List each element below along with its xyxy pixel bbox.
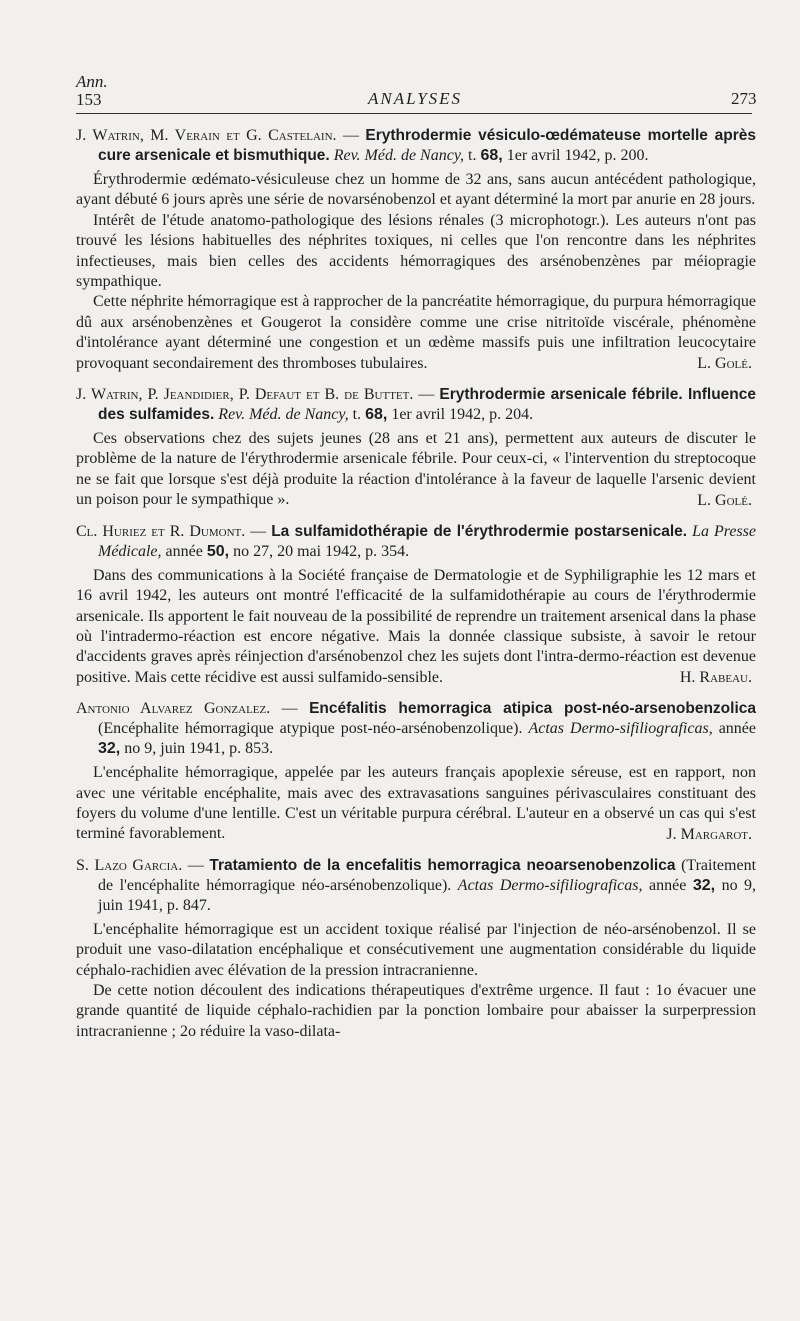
running-header [0, 0, 800, 120]
journal-volume: 68, [480, 147, 503, 164]
citation: S. Lazo Garcia. — Tratamiento de la encefalitis hemorragica neoarsenobenzolica (Traitement de l'encéphalite hémorragique néo-arsénobenzolique). Actas Dermo-sifiliograficas, année 32, no 9, juin 1941, p. 847. [76, 856, 757, 914]
header-rule [76, 113, 752, 114]
article-2 [76, 385, 756, 511]
article-subtitle: (Encéphalite hémorragique atypique post-néo-arsénobenzolique). [98, 720, 523, 738]
article-5 [76, 856, 756, 1042]
authors: J. Watrin, P. Jeandidier, P. Defaut et B. de Buttet. [76, 386, 414, 404]
volume-number: 153 [76, 90, 102, 109]
journal-volume: 50, [206, 542, 230, 560]
journal-volume: 32, [692, 876, 716, 894]
citation-year-label: année [649, 876, 687, 894]
citation-details: 1er avril 1942, p. 204. [391, 406, 534, 424]
citation: J. Watrin, M. Verain et G. Castelain. — Erythrodermie vésiculo-œdémateuse mortelle après cure arsenicale et bismuthique. Rev. Méd. de Nancy, t. 68, 1er avril 1942, p. 200. [76, 127, 756, 164]
page-number: 273 [731, 89, 757, 108]
authors: S. Lazo Garcia. [76, 856, 183, 874]
abstract-paragraph: Cette néphrite hémorragique est à rapprocher de la pancréatite hémorragique, du purpura hémorragique dû aux arsénobenzènes et Gougerot la considère comme une crise nitritoïde viscérale, phénomène d'intolérance ayant déterminé une congestion et un œdème massifs puis une infiltration leucocytaire provoquant secondairement des thromboses tubulaires. [76, 293, 756, 372]
journal-name: Actas Dermo-sifiliograficas, [457, 876, 643, 894]
article-title: Erythrodermie arsenicale fébrile. Influence des sulfamides. [98, 386, 756, 424]
journal-abbrev: Ann. [76, 72, 108, 91]
article-3 [76, 522, 756, 688]
section-title: ANALYSES [368, 89, 463, 108]
abstract-paragraph: L'encéphalite hémorragique est un accident toxique réalisé par l'injection de néo-arsénobenzol. Il se produit une vaso-dilatation encéphalique et consécutivement une augmentation considérable du liquide céphalo-rachidien avec élévation de la pression intracranienne. [76, 920, 756, 979]
reviewer-signature: L. Golé. [697, 355, 752, 373]
journal-name: La Presse Médicale, [98, 522, 756, 560]
journal-volume: 32, [98, 740, 121, 758]
citation: Cl. Huriez et R. Dumont. — La sulfamidothérapie de l'érythrodermie postarsenicale. La Presse Médicale, année 50, no 27, 20 mai 1942, p. 354. [76, 522, 756, 560]
article-1 [76, 126, 756, 374]
authors: Antonio Alvarez Gonzalez. [76, 700, 271, 718]
analyses-list [76, 126, 756, 1042]
abstract-paragraph: Intérêt de l'étude anatomo-pathologique des lésions rénales (3 microphotogr.). Les auteurs n'ont pas trouvé les lésions habituelles des néphrites toxiques, ni celles que l'on rencontre dans les néphrites infectieuses, mais bien celles des accidents hémorragiques des arsénobenzènes par méiopragie sympathique. [76, 211, 756, 291]
authors: Cl. Huriez et R. Dumont. [76, 522, 246, 540]
citation-details: no 9, juin 1941, p. 847. [98, 876, 757, 914]
citation-details: no 9, juin 1941, p. 853. [124, 740, 274, 758]
abstract-paragraph: Ces observations chez des sujets jeunes (28 ans et 21 ans), permettent aux auteurs de discuter le problème de la nature de l'érythrodermie arsenicale fébrile. Pour ceux-ci, « l'intervention du streptocoque ne se fait que lorsque s'est déjà produite la réaction d'intolérance à la faveur de laquelle l'arsenic devient un poison pour le sympathique ». [76, 430, 756, 509]
authors: J. Watrin, M. Verain et G. Castelain. [76, 127, 337, 144]
citation: J. Watrin, P. Jeandidier, P. Defaut et B. de Buttet. — Erythrodermie arsenicale fébrile. Influence des sulfamides. Rev. Méd. de Nancy, t. 68, 1er avril 1942, p. 204. [76, 386, 756, 424]
article-title: Tratamiento de la encefalitis hemorragica neoarsenobenzolica [209, 856, 676, 874]
citation-year-label: année [718, 720, 757, 738]
citation-details: 1er avril 1942, p. 200. [506, 147, 649, 164]
abstract-paragraph: De cette notion découlent des indications thérapeutiques d'extrême urgence. Il faut : 1o évacuer une grande quantité de liquide céphalo-rachidien par la ponction lombaire pour abaisser la surperpression intracranienne ; 2o réduire la vaso-dilata- [76, 981, 756, 1040]
article-title: La sulfamidothérapie de l'érythrodermie postarsenicale. [271, 522, 688, 540]
citation: Antonio Alvarez Gonzalez. — Encéfalitis hemorragica atipica post-néo-arsenobenzolica (Encéphalite hémorragique atypique post-néo-arsénobenzolique). Actas Dermo-sifiliograficas, année 32, no 9, juin 1941, p. 853. [76, 700, 757, 758]
reviewer-signature: H. Rabeau. [679, 669, 752, 687]
journal-name: Rev. Méd. de Nancy, [218, 406, 349, 424]
reviewer-signature: J. Margarot. [666, 825, 752, 843]
article-title: Erythrodermie vésiculo-œdémateuse mortelle après cure arsenicale et bismuthique. [98, 127, 756, 164]
article-subtitle: (Traitement de l'encéphalite hémorragique néo-arsénobenzolique). [98, 856, 757, 894]
journal-volume: 68, [365, 406, 388, 424]
journal-name: Actas Dermo-sifiliograficas, [528, 720, 713, 738]
citation-year-label: année [165, 542, 203, 560]
journal-name: Rev. Méd. de Nancy, [333, 147, 465, 164]
reviewer-signature: L. Golé. [697, 491, 752, 509]
article-title: Encéfalitis hemorragica atipica post-néo-arsenobenzolica [309, 700, 756, 718]
abstract-paragraph: L'encéphalite hémorragique, appelée par les auteurs français apoplexie séreuse, est en rapport, non avec une véritable encéphalite, mais avec des extravasations sanguines périvasculaires constituant des foyers du volume d'une lentille. C'est un véritable purpura cérébral. L'auteur en a observé un cas qui s'est terminé favorablement. [76, 764, 756, 843]
abstract-paragraph: Dans des communications à la Société française de Dermatologie et de Syphiligraphie les 12 mars et 16 avril 1942, les auteurs ont montré l'efficacité de la sulfamidothérapie au cours de l'érythrodermie arsenicale. Ils apportent le fait nouveau de la possibilité de reprendre un traitement arsenical dans la phase où l'intradermo-réaction est encore négative. Mais la donnée classique subsiste, à savoir le retour d'accidents graves après réinjection d'arsénobenzol chez les sujets dont l'intra-dermo-réaction est devenue positive. Mais cette récidive est aussi sulfamido-sensible. [76, 566, 756, 686]
article-4 [76, 699, 756, 845]
citation-details: no 27, 20 mai 1942, p. 354. [233, 542, 410, 560]
abstract-paragraph: Érythrodermie œdémato-vésiculeuse chez un homme de 32 ans, sans aucun antécédent pathologique, ayant débuté 6 jours après une série de novarsénobenzol et ayant déterminé la mort par anurie en 28 jours. [76, 171, 756, 209]
